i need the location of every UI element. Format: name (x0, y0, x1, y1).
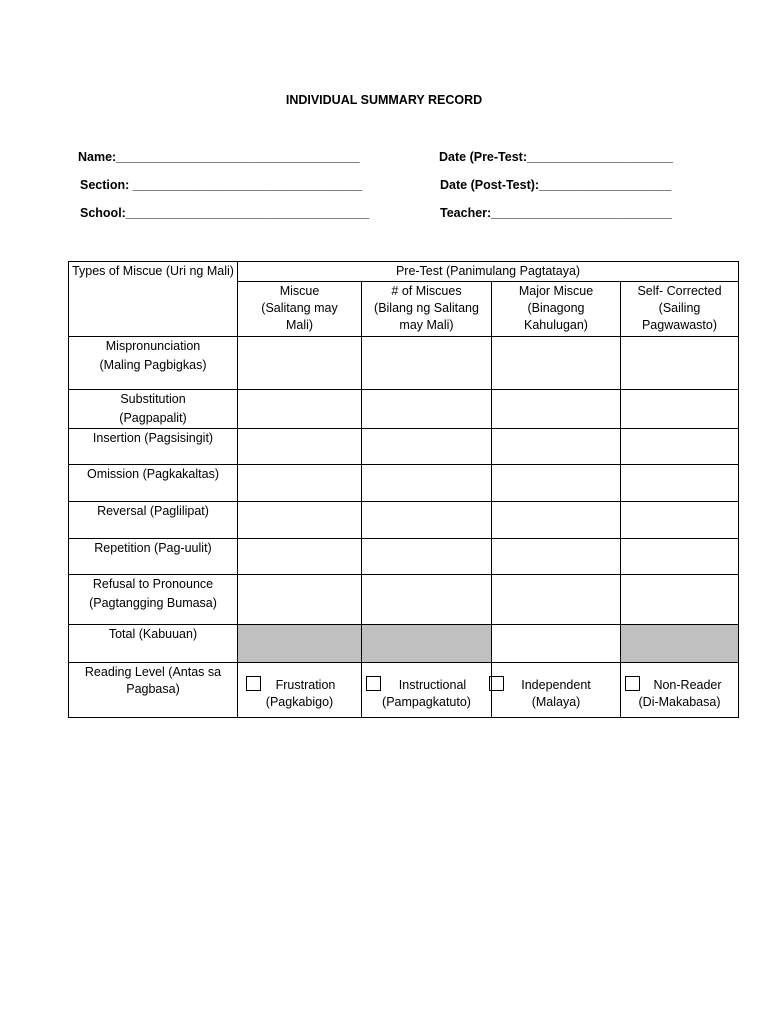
column-header-self-corrected: Self- Corrected (Sailing Pagwawasto) (621, 282, 739, 337)
row-label-mispronunciation: Mispronunciation (Maling Pagbigkas) (69, 337, 238, 390)
cell-input[interactable] (621, 390, 739, 429)
cell-input[interactable] (362, 390, 492, 429)
cell-input[interactable] (238, 539, 362, 575)
cell-input[interactable] (362, 465, 492, 502)
row-label-insertion: Insertion (Pagsisingit) (69, 429, 238, 465)
cell-input[interactable] (238, 390, 362, 429)
cell-input[interactable] (621, 502, 739, 539)
level-option-independent: Independent (Malaya) (492, 663, 621, 718)
row-label-reading-level: Reading Level (Antas sa Pagbasa) (69, 663, 238, 718)
cell-input[interactable] (362, 539, 492, 575)
table-row (69, 429, 739, 465)
cell-input[interactable] (621, 337, 739, 390)
shaded-cell (362, 625, 492, 663)
column-header-major-miscue: Major Miscue (Binagong Kahulugan) (492, 282, 621, 337)
document-title: INDIVIDUAL SUMMARY RECORD (285, 93, 483, 107)
checkbox-instructional[interactable] (366, 676, 381, 691)
name-field[interactable]: Name:___________________________________ (78, 150, 360, 164)
row-label-total: Total (Kabuuan) (69, 625, 238, 663)
cell-input[interactable] (492, 337, 621, 390)
cell-input[interactable] (492, 502, 621, 539)
row-label-refusal: Refusal to Pronounce (Pagtangging Bumasa) (69, 575, 238, 625)
row-label-substitution: Substitution (Pagpapalit) (69, 390, 238, 429)
table-row (69, 337, 739, 390)
cell-input[interactable] (238, 337, 362, 390)
reading-level-row (69, 663, 739, 718)
column-header-number-of-miscues: # of Miscues (Bilang ng Salitang may Mali) (362, 282, 492, 337)
cell-input[interactable] (492, 390, 621, 429)
checkbox-frustration[interactable] (246, 676, 261, 691)
summary-table (68, 261, 739, 718)
column-header-miscue: Miscue (Salitang may Mali) (238, 282, 362, 337)
shaded-cell (621, 625, 739, 663)
level-option-instructional: Instructional (Pampagkatuto) (362, 663, 492, 718)
section-field[interactable]: Section: _________________________________ (80, 178, 363, 192)
cell-input[interactable] (621, 429, 739, 465)
table-row (69, 465, 739, 502)
table-row (69, 502, 739, 539)
cell-input[interactable] (492, 575, 621, 625)
row-label-reversal: Reversal (Paglilipat) (69, 502, 238, 539)
row-label-omission: Omission (Pagkakaltas) (69, 465, 238, 502)
cell-input[interactable] (238, 502, 362, 539)
cell-input[interactable] (362, 575, 492, 625)
cell-input[interactable] (362, 502, 492, 539)
checkbox-non-reader[interactable] (625, 676, 640, 691)
cell-input[interactable] (362, 429, 492, 465)
checkbox-independent[interactable] (489, 676, 504, 691)
cell-input[interactable] (492, 539, 621, 575)
header-row-1 (69, 262, 739, 282)
pre-test-header: Pre-Test (Panimulang Pagtataya) (238, 262, 739, 282)
types-of-miscue-header: Types of Miscue (Uri ng Mali) (69, 262, 238, 337)
cell-input[interactable] (238, 429, 362, 465)
table-row (69, 575, 739, 625)
cell-input[interactable] (492, 429, 621, 465)
teacher-field[interactable]: Teacher:__________________________ (440, 206, 672, 220)
level-option-frustration: Frustration (Pagkabigo) (238, 663, 362, 718)
date-pre-test-field[interactable]: Date (Pre-Test:_____________________ (439, 150, 673, 164)
total-row (69, 625, 739, 663)
date-post-test-field[interactable]: Date (Post-Test):___________________ (440, 178, 672, 192)
cell-input[interactable] (492, 625, 621, 663)
school-field[interactable]: School:___________________________________ (80, 206, 370, 220)
level-option-non-reader: Non-Reader (Di-Makabasa) (621, 663, 739, 718)
cell-input[interactable] (492, 465, 621, 502)
shaded-cell (238, 625, 362, 663)
row-label-repetition: Repetition (Pag-uulit) (69, 539, 238, 575)
table-row (69, 390, 739, 429)
cell-input[interactable] (238, 575, 362, 625)
cell-input[interactable] (621, 539, 739, 575)
cell-input[interactable] (362, 337, 492, 390)
cell-input[interactable] (621, 575, 739, 625)
cell-input[interactable] (621, 465, 739, 502)
table-row (69, 539, 739, 575)
cell-input[interactable] (238, 465, 362, 502)
